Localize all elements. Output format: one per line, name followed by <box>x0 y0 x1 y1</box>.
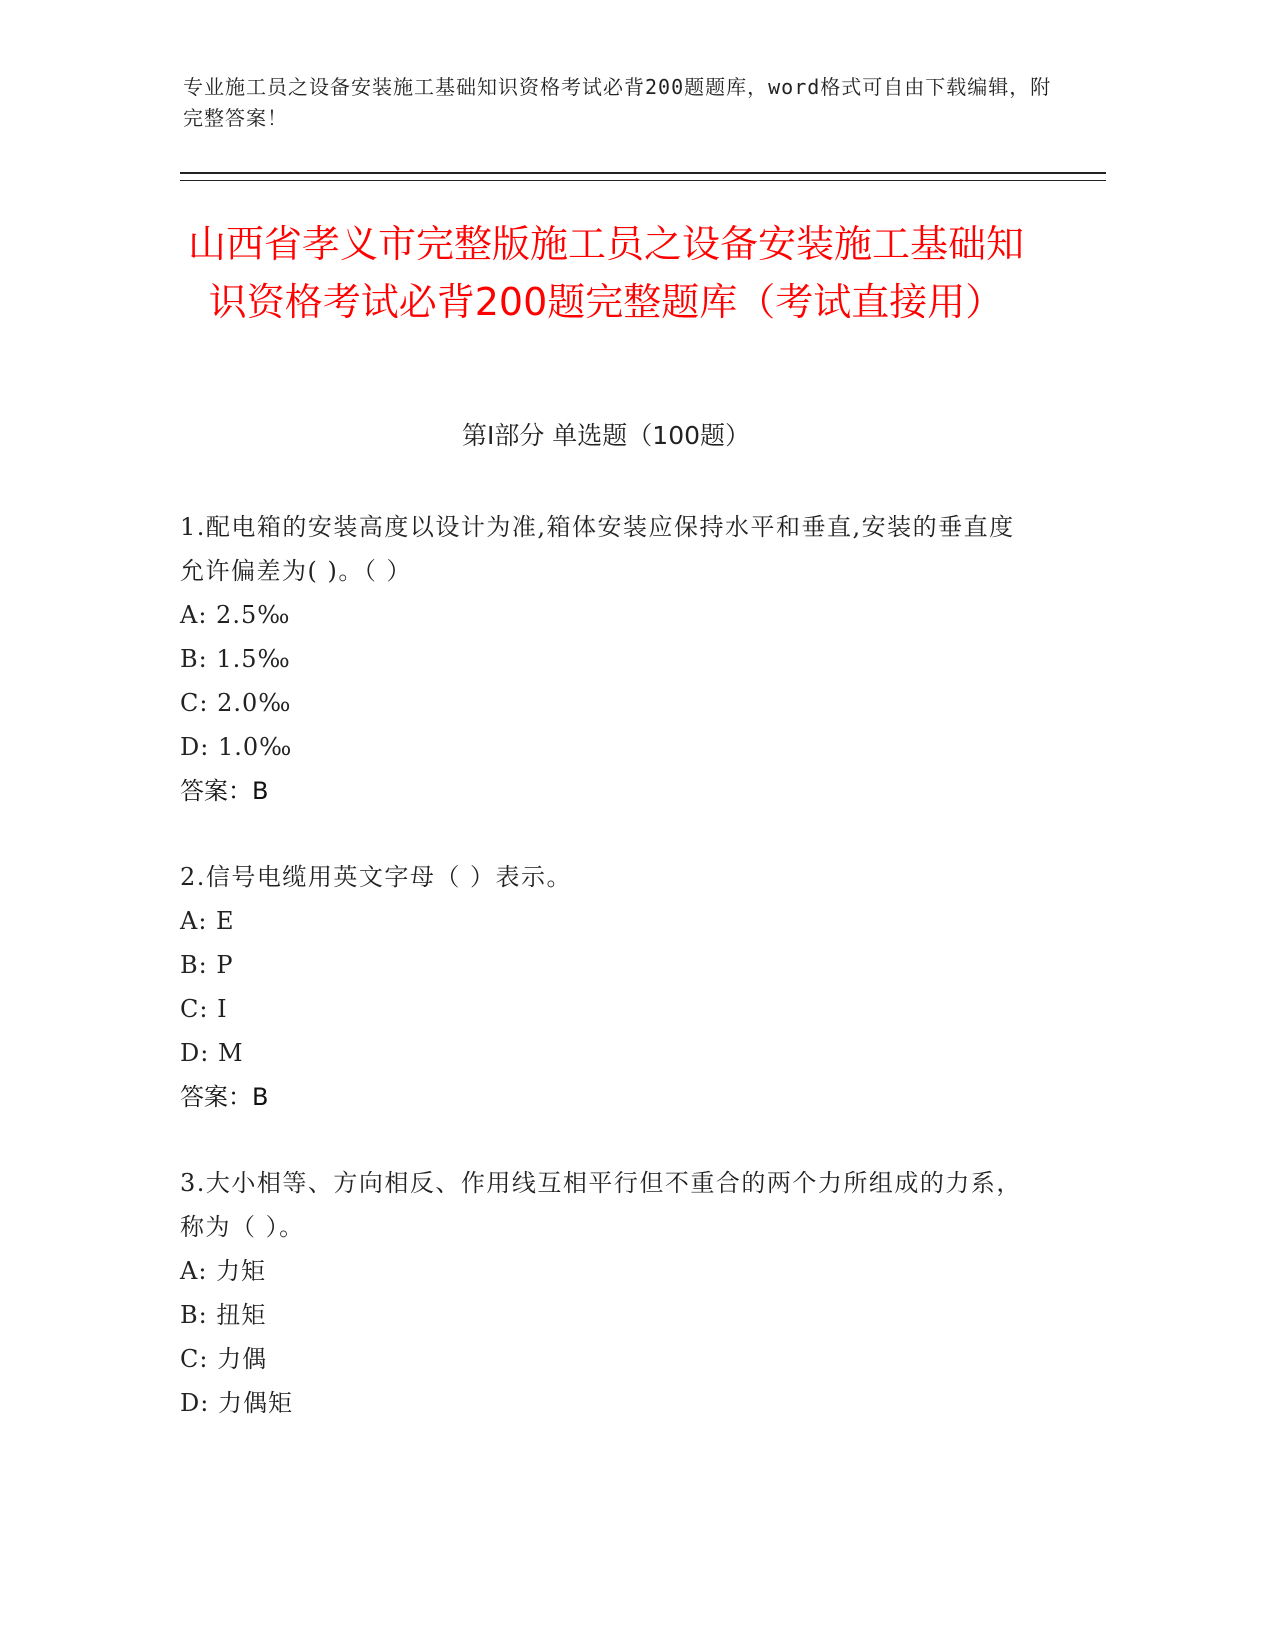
section-heading: 第Ⅰ部分 单选题（100题） <box>461 421 751 450</box>
option-a: A: E <box>180 907 235 935</box>
option-b: B: 扭矩 <box>180 1301 267 1329</box>
header-rule-thin <box>180 180 1106 181</box>
option-a: A: 2.5‰ <box>180 601 291 629</box>
question-1 <box>180 505 1040 813</box>
option-a: A: 力矩 <box>180 1257 267 1285</box>
option-c: C: 2.0‰ <box>180 689 292 717</box>
question-stem: 3.大小相等、方向相反、作用线互相平行但不重合的两个力所组成的力系，称为（ ）。 <box>180 1169 1022 1241</box>
question-stem: 1.配电箱的安装高度以设计为准,箱体安装应保持水平和垂直,安装的垂直度允许偏差为( )。（ ） <box>180 513 1015 585</box>
option-d: D: M <box>180 1039 244 1067</box>
option-b: B: 1.5‰ <box>180 645 291 673</box>
option-c: C: 力偶 <box>180 1345 268 1373</box>
question-list <box>180 505 1040 1467</box>
header-rule-thick <box>180 172 1106 174</box>
question-stem: 2.信号电缆用英文字母（ ）表示。 <box>180 863 573 891</box>
question-3 <box>180 1161 1040 1425</box>
option-d: D: 1.0‰ <box>180 733 293 761</box>
question-2 <box>180 855 1040 1119</box>
document-title: 山西省孝义市完整版施工员之设备安装施工基础知识资格考试必背200题完整题库（考试直接用） <box>187 222 1024 324</box>
option-d: D: 力偶矩 <box>180 1389 293 1417</box>
option-b: B: P <box>180 951 234 979</box>
header-note: 专业施工员之设备安装施工基础知识资格考试必背200题题库，word格式可自由下载编辑，附完整答案！ <box>183 75 1052 130</box>
answer-line: 答案：B <box>180 777 269 805</box>
answer-line: 答案：B <box>180 1083 269 1111</box>
option-c: C: I <box>180 995 228 1023</box>
